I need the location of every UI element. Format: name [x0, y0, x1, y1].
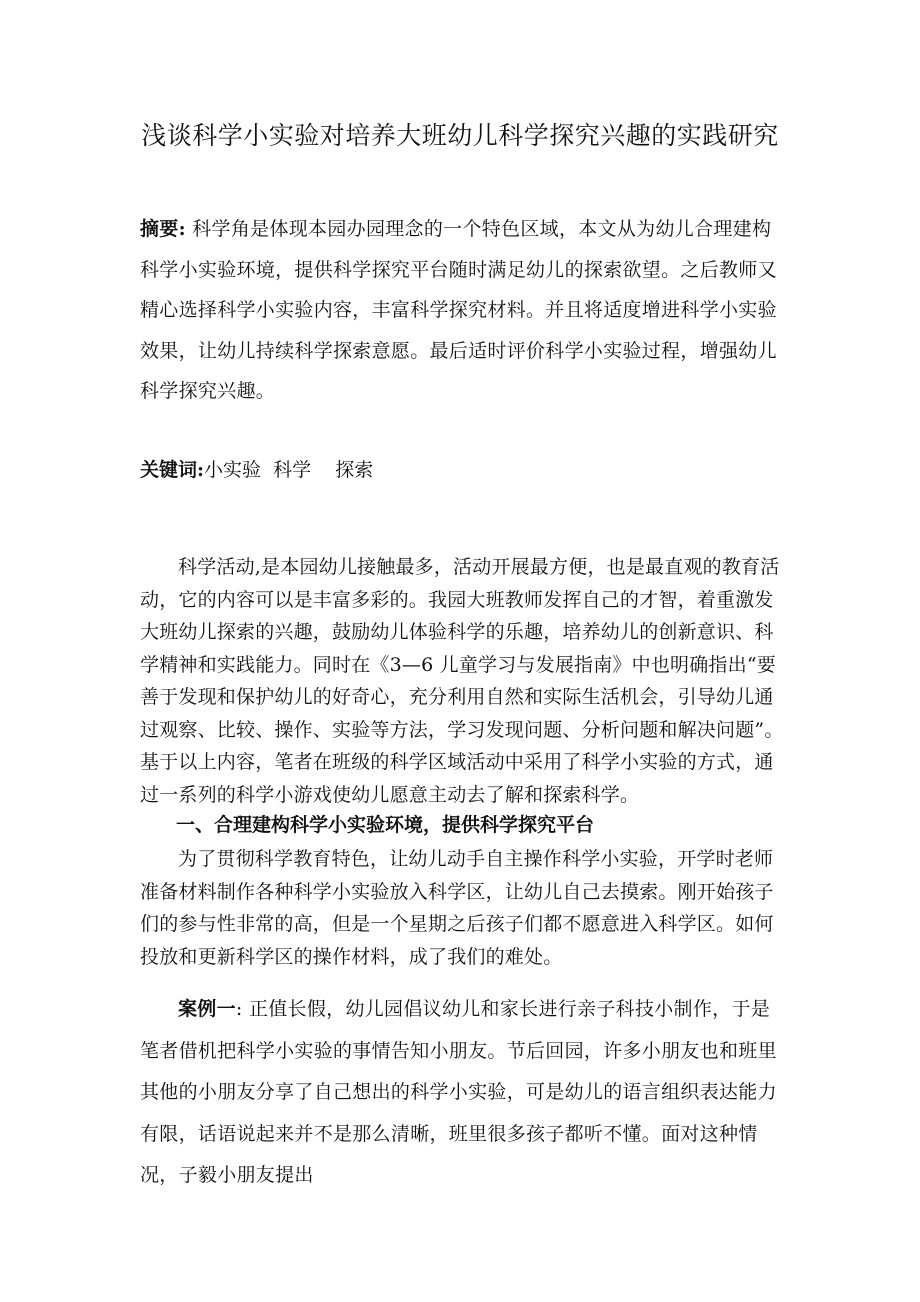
case-1-paragraph [140, 989, 785, 1197]
keywords-text: 小实验 科学 探索 [204, 459, 374, 481]
intro-paragraph: 科学活动,是本园幼儿接触最多，活动开展最方便，也是最直观的教育活动，它的内容可以是丰富多彩的。我园大班教师发挥自己的才智，着重激发大班幼儿探索的兴趣，鼓励幼儿体验科学的乐趣，培养幼儿的创新意识、科学精神和实践能力。同时在《3—6 儿童学习与发展指南》中也明确指出“要善于发现和保护幼儿的好奇心，充分利用自然和实际生活机会，引导幼儿通过观察、比较、操作、实验等方法，学习发现问题、分析问题和解决问题”。基于以上内容，笔者在班级的科学区域活动中采用了科学小实验的方式，通过一系列的科学小游戏使幼儿愿意主动去了解和探索科学。 [140, 556, 784, 806]
keywords [140, 454, 785, 486]
case-1-label: 案例一 [178, 998, 236, 1020]
abstract-text: 科学角是体现本园办园理念的一个特色区域，本文从为幼儿合理建构科学小实验环境，提供科学探究平台随时满足幼儿的探索欲望。之后教师又精心选择科学小实验内容，丰富科学探究材料。并且将适度增进科学小实验效果，让幼儿持续科学探索意愿。最后适时评价科学小实验过程，增强幼儿科学探究兴趣。 [140, 218, 777, 402]
section-1-heading: 一、合理建构科学小实验环境，提供科学探究平台 [176, 814, 595, 836]
document-title: 浅谈科学小实验对培养大班幼儿科学探究兴趣的实践研究 [141, 121, 779, 150]
abstract [140, 209, 785, 412]
abstract-label: 摘要: [140, 218, 186, 240]
section-1-paragraph: 为了贯彻科学教育特色，让幼儿动手自主操作科学小实验，开学时老师准备材料制作各种科学小实验放入科学区，让幼儿自己去摸索。刚开始孩子们的参与性非常的高，但是一个星期之后孩子们都不愿意进入科学区。如何投放和更新科学区的操作材料，成了我们的难处。 [140, 848, 774, 968]
case-1-text: : 正值长假，幼儿园倡议幼儿和家长进行亲子科技小制作，于是笔者借机把科学小实验的事情告知小朋友。节后回园，许多小朋友也和班里其他的小朋友分享了自己想出的科学小实验，可是幼儿的语言组织表达能力有限，话语说起来并不是那么清晰，班里很多孩子都听不懂。面对这种情况，子毅小朋友提出 [140, 998, 777, 1186]
keywords-label: 关键词: [140, 459, 205, 481]
